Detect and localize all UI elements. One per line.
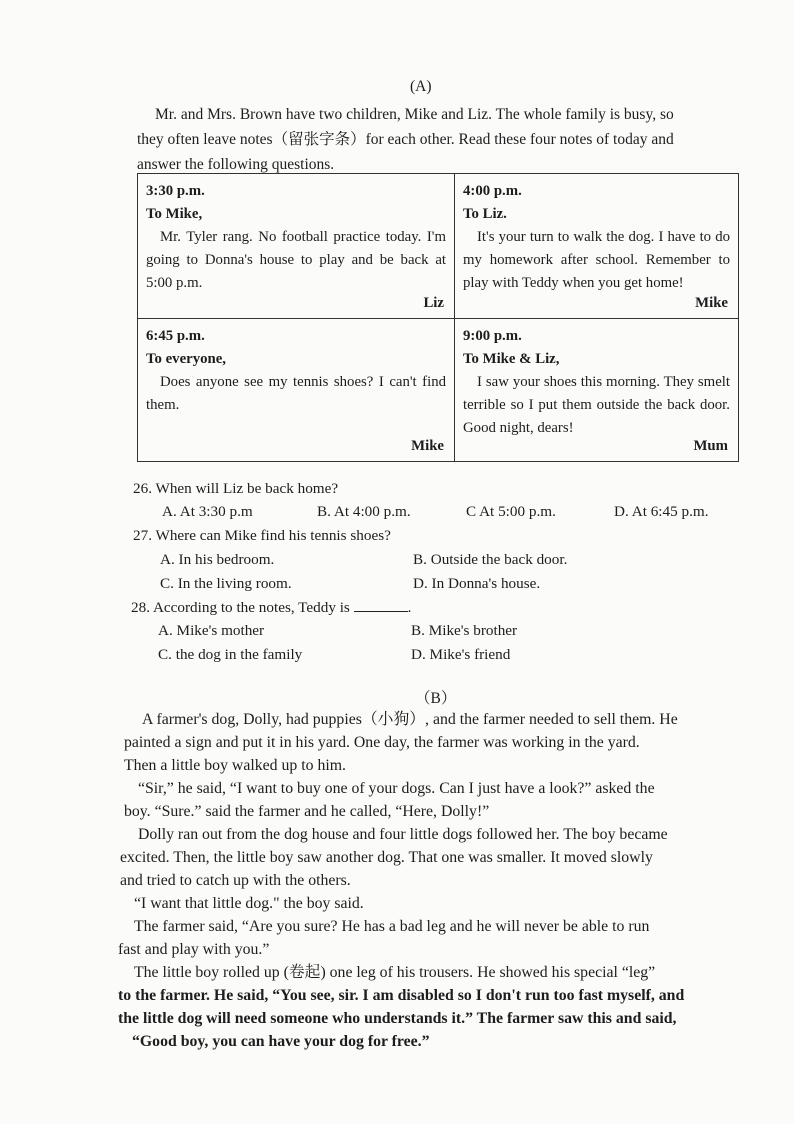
question-27: 27. Where can Mike find his tennis shoes? (133, 527, 391, 544)
answer-blank (354, 598, 408, 612)
note-time: 6:45 p.m. (146, 328, 205, 344)
section-b-heading: （B） (415, 690, 457, 707)
note-recipient: To Mike & Liz, (463, 351, 560, 367)
note-signature: Mike (695, 295, 728, 311)
story-line: The farmer said, “Are you sure? He has a bad leg and he will never be able to run (134, 918, 650, 935)
option-27-b: B. Outside the back door. (413, 551, 568, 568)
note-signature: Liz (423, 295, 444, 311)
note-body: Does anyone see my tennis shoes? I can't find them. (146, 374, 446, 413)
option-28-d: D. Mike's friend (411, 646, 511, 663)
option-28-b: B. Mike's brother (411, 622, 518, 639)
option-27-a: A. In his bedroom. (160, 551, 275, 568)
question-28 (131, 598, 411, 617)
section-a-intro-line-3: answer the following questions. (137, 156, 335, 173)
story-line: painted a sign and put it in his yard. One day, the farmer was working in the yard. (124, 734, 640, 751)
story-line: Then a little boy walked up to him. (124, 757, 346, 774)
section-a-intro-line-2: they often leave notes（留张字条）for each other. Read these four notes of today and (137, 131, 674, 148)
story-line: “Good boy, you can have your dog for free.” (132, 1033, 430, 1050)
story-line: boy. “Sure.” said the farmer and he called, “Here, Dolly!” (124, 803, 490, 820)
story-line: the little dog will need someone who understands it.” The farmer saw this and said, (118, 1010, 677, 1027)
question-28-text: 28. According to the notes, Teddy is (131, 599, 350, 616)
story-line: excited. Then, the little boy saw another dog. That one was smaller. It moved slowly (120, 849, 653, 866)
option-26-b: B. At 4:00 p.m. (317, 503, 411, 520)
option-27-c: C. In the living room. (160, 575, 292, 592)
note-time: 4:00 p.m. (463, 183, 522, 199)
option-26-a: A. At 3:30 p.m (162, 503, 253, 520)
section-a-heading: (A) (410, 78, 432, 95)
question-28-end: . (407, 599, 412, 616)
note-recipient: To Mike, (146, 206, 203, 222)
section-a-intro-line-1: Mr. and Mrs. Brown have two children, Mike and Liz. The whole family is busy, so (155, 106, 674, 123)
story-line: Dolly ran out from the dog house and four little dogs followed her. The boy became (138, 826, 668, 843)
story-line: to the farmer. He said, “You see, sir. I am disabled so I don't run too fast myself, and (118, 987, 685, 1004)
note-cell (455, 174, 739, 319)
story-line: and tried to catch up with the others. (120, 872, 351, 889)
note-cell (455, 319, 739, 462)
note-time: 3:30 p.m. (146, 183, 205, 199)
note-signature: Mike (411, 438, 444, 454)
option-28-a: A. Mike's mother (158, 622, 265, 639)
question-26: 26. When will Liz be back home? (133, 480, 339, 497)
story-line: A farmer's dog, Dolly, had puppies（小狗）, and the farmer needed to sell them. He (142, 711, 678, 728)
story-passage (118, 708, 730, 1053)
story-line: The little boy rolled up (卷起) one leg of his trousers. He showed his special “leg” (134, 964, 656, 981)
note-time: 9:00 p.m. (463, 328, 522, 344)
option-26-d: D. At 6:45 p.m. (614, 503, 709, 520)
notes-table (137, 173, 739, 462)
option-26-c: C At 5:00 p.m. (466, 503, 556, 520)
note-cell (138, 319, 455, 462)
option-28-c: C. the dog in the family (158, 646, 303, 663)
note-cell (138, 174, 455, 319)
option-27-d: D. In Donna's house. (413, 575, 541, 592)
note-body: I saw your shoes this morning. They smelt terrible so I put them outside the back door. Good night, dears! (463, 374, 730, 436)
story-line: “I want that little dog." the boy said. (134, 895, 364, 912)
note-recipient: To Liz. (463, 206, 507, 222)
story-line: fast and play with you.” (118, 941, 270, 958)
note-body: It's your turn to walk the dog. I have to do my homework after school. Remember to play with Teddy when you get home! (463, 229, 730, 291)
note-signature: Mum (693, 438, 728, 454)
story-line: “Sir,” he said, “I want to buy one of your dogs. Can I just have a look?” asked the (138, 780, 655, 797)
note-body: Mr. Tyler rang. No football practice today. I'm going to Donna's house to play and be back at 5:00 p.m. (146, 229, 446, 291)
note-recipient: To everyone, (146, 351, 227, 367)
